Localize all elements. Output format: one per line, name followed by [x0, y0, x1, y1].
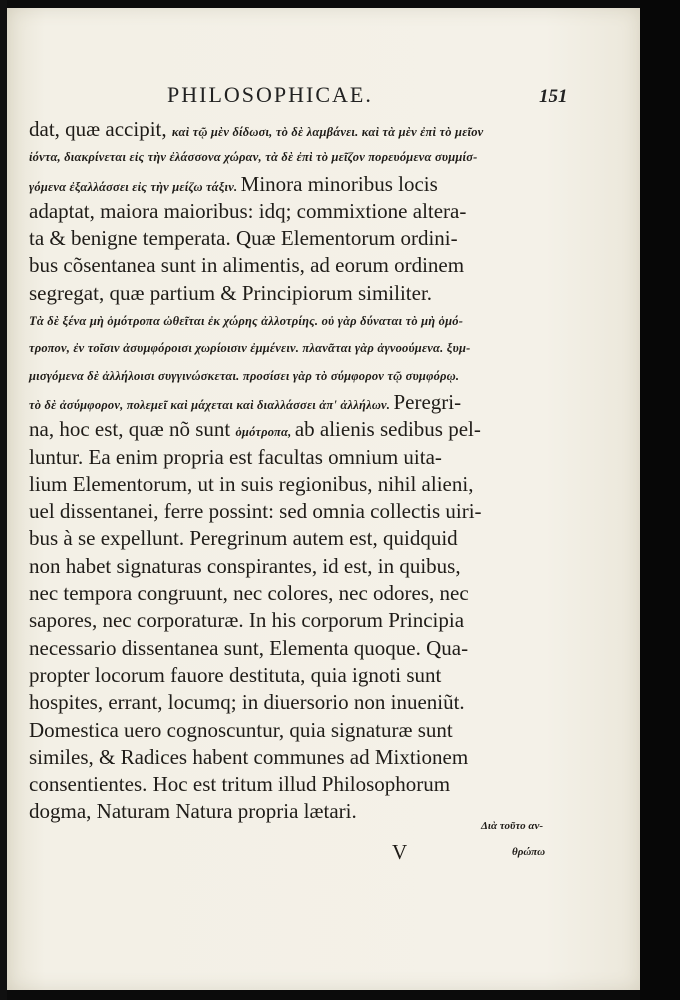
- latin-text: adaptat, maiora maioribus: idq; commixtione altera-: [29, 198, 467, 223]
- scan-right-margin: [640, 0, 680, 1000]
- latin-text: consentientes. Hoc est tritum illud Philosophorum: [29, 772, 451, 797]
- running-head: PHILOSOPHICAE.: [167, 82, 373, 107]
- page-number: 151: [539, 86, 568, 107]
- greek-text: γόμενα ἐξαλλάσσει εἰς τὴν μείζω τάξιν.: [29, 179, 241, 194]
- latin-text: hospites, errant, locumq; in diuersorio non inueniũt.: [29, 690, 465, 715]
- greek-text: ἰόντα, διακρίνεται εἰς τὴν ἐλάσσονα χώραν, τὰ δὲ ἐπὶ τὸ μεῖζον πορευόμενα συμμίσ-: [29, 150, 478, 165]
- greek-text: τὸ δὲ ἀσύμφορον, πολεμεῖ καὶ μάχεται καὶ διαλλάσσει ἀπ' ἀλλήλων.: [29, 397, 394, 412]
- text-line: [29, 607, 579, 634]
- latin-text: luntur. Ea enim propria est facultas omnium uita-: [29, 444, 442, 469]
- text-line: [29, 252, 579, 279]
- text-line: [29, 553, 579, 580]
- text-line: [29, 334, 579, 361]
- text-line: [29, 580, 579, 607]
- latin-text: Domestica uero cognoscuntur, quia signaturæ sunt: [29, 717, 453, 742]
- text-line: [29, 471, 579, 498]
- latin-text: dat, quæ accipit,: [29, 117, 172, 141]
- catchword-line-1: Διὰ τοῦτο αν-: [481, 820, 544, 832]
- text-line: [29, 717, 579, 744]
- text-line: [29, 498, 579, 525]
- text-line: [29, 444, 579, 471]
- text-line: [29, 116, 579, 143]
- latin-text: bus cõsentanea sunt in alimentis, ad eorum ordinem: [29, 253, 465, 278]
- latin-text: segregat, quæ partium & Principiorum similiter.: [29, 280, 433, 305]
- greek-text: τροπον, ἐν τοῖσιν ἀσυμφόροισι χωρίοισιν ἐμμένειν. πλανᾶται γὰρ ἀγνοούμενα. ξυμ-: [29, 341, 471, 356]
- latin-text: na, hoc est, quæ nõ sunt: [29, 417, 236, 442]
- text-line: [29, 635, 579, 662]
- body-text: [29, 116, 579, 826]
- catchword-line-2: θρώπω: [512, 846, 546, 858]
- page-sheet: [7, 8, 640, 990]
- greek-text: ὁμότροπα,: [235, 425, 295, 440]
- latin-text: sapores, nec corporaturæ. In his corporum Principia: [29, 608, 465, 633]
- latin-text: uel dissentanei, ferre possint: sed omnia collectis uiri-: [29, 499, 482, 524]
- text-line: [29, 143, 579, 170]
- latin-text: necessario dissentanea sunt, Elementa quoque. Qua-: [29, 635, 469, 660]
- latin-text: Minora minoribus locis: [240, 171, 438, 196]
- latin-text: propter locorum fauore destituta, quia ignoti sunt: [29, 662, 442, 687]
- text-line: [29, 225, 579, 252]
- latin-text: lium Elementorum, ut in suis regionibus, nihil alieni,: [29, 471, 474, 496]
- latin-text: Peregri-: [393, 389, 462, 414]
- latin-text: dogma, Naturam Natura propria lætari.: [29, 799, 357, 824]
- text-line: [29, 307, 579, 334]
- text-line: [29, 525, 579, 552]
- latin-text: bus à se expellunt. Peregrinum autem est, quidquid: [29, 526, 458, 551]
- text-line: [29, 416, 579, 443]
- signature-mark: V: [392, 840, 408, 864]
- text-line: [29, 771, 579, 798]
- latin-text: similes, & Radices habent communes ad Mixtionem: [29, 744, 469, 769]
- text-line: [29, 362, 579, 389]
- latin-text: non habet signaturas conspirantes, id est, in quibus,: [29, 553, 461, 578]
- scan-left-margin: [0, 0, 7, 1000]
- text-line: [29, 662, 579, 689]
- text-line: [29, 198, 579, 225]
- text-line: [29, 389, 579, 416]
- greek-text: μισγόμενα δὲ ἀλλήλοισι συγγινώσκεται. προσίσει γὰρ τὸ σύμφορον τῷ συμφόρῳ.: [29, 368, 460, 383]
- text-line: [29, 171, 579, 198]
- text-line: [29, 689, 579, 716]
- latin-text: ta & benigne temperata. Quæ Elementorum ordini-: [29, 226, 458, 251]
- greek-text: Τὰ δὲ ξένα μὴ ὁμότροπα ὠθεῖται ἐκ χώρης ἀλλοτρίης. οὐ γὰρ δύναται τὸ μὴ ὁμό-: [29, 314, 464, 329]
- text-line: [29, 744, 579, 771]
- latin-text: ab alienis sedibus pel-: [294, 417, 481, 442]
- text-line: [29, 280, 579, 307]
- latin-text: nec tempora congruunt, nec colores, nec odores, nec: [29, 581, 469, 606]
- greek-text: καὶ τῷ μὲν δίδωσι, τὸ δὲ λαμβάνει. καὶ τὰ μὲν ἐπὶ τὸ μεῖον: [171, 125, 484, 139]
